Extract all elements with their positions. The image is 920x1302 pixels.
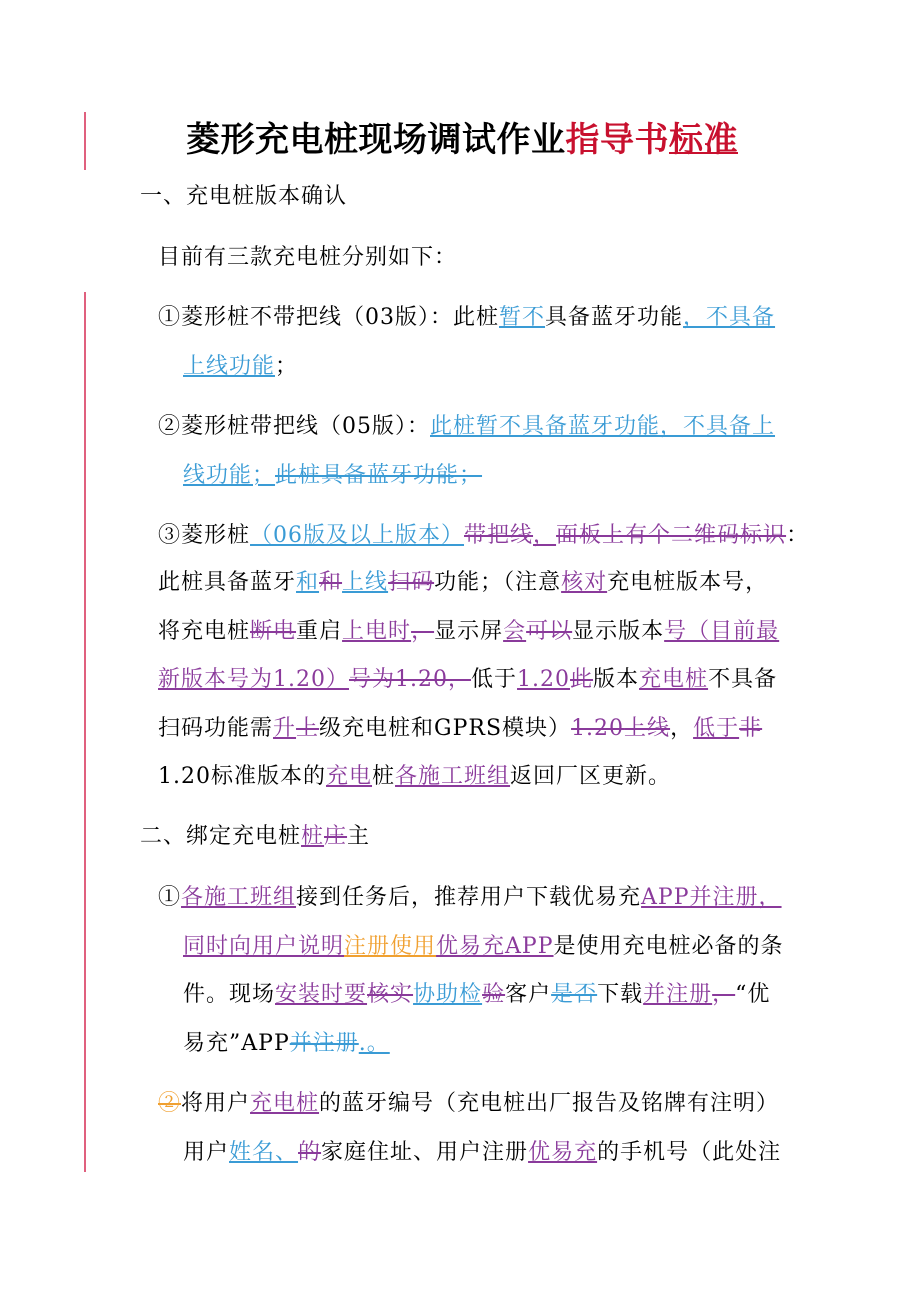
revision-bar [84, 112, 86, 170]
s2-item1-line1: ①各施工班组接到任务后，推荐用户下载优易充APP并注册， [158, 885, 782, 910]
s2-item1-line3: 件。现场安装时要核实协助检验客户是否下载并注册，“优 [183, 982, 771, 1007]
item3-line2: 此桩具备蓝牙和和上线扫码功能；（注意核对充电桩版本号， [158, 570, 769, 595]
revision-bar [84, 292, 86, 1172]
item3-line1: ③菱形桩（06版及以上版本）带把线，面板上有个二维码标识： [158, 523, 810, 548]
section-heading-2: 二、绑定充电桩桩庄主 [140, 824, 371, 849]
section-heading-1: 一、充电桩版本确认 [140, 184, 348, 209]
s2-item2-line2: 用户姓名、的家庭住址、用户注册优易充的手机号（此处注 [183, 1140, 782, 1165]
s2-item1-line2: 同时向用户说明注册使用优易充APP是使用充电桩必备的条 [183, 934, 784, 959]
item1-line1: ①菱形桩不带把线（03版）：此桩暂不具备蓝牙功能，不具备 [158, 305, 776, 330]
item3-line5: 扫码功能需升上级充电桩和GPRS模块）1.20上线，低于非 [158, 716, 763, 741]
item3-line3: 将充电桩断电重启上电时，显示屏会可以显示版本号（目前最 [158, 619, 780, 644]
item1-line2: 上线功能； [183, 354, 299, 379]
document-title: 菱形充电桩现场调试作业指导书标准 [186, 120, 738, 160]
item2-line1: ②菱形桩带把线（05版）：此桩暂不具备蓝牙功能，不具备上 [158, 414, 776, 439]
s2-item2-line1: ②将用户充电桩的蓝牙编号（充电桩出厂报告及铭牌有注明） [158, 1091, 780, 1116]
item3-line6: 1.20标准版本的充电桩各施工班组返回厂区更新。 [158, 764, 672, 789]
intro-paragraph: 目前有三款充电桩分别如下： [158, 245, 458, 270]
item3-line4: 新版本号为1.20）号为1.20，低于1.20此版本充电桩不具备 [158, 667, 778, 692]
item2-line2: 线功能；此桩具备蓝牙功能； [183, 463, 483, 488]
s2-item1-line4: 易充”APP并注册.。 [183, 1031, 390, 1056]
